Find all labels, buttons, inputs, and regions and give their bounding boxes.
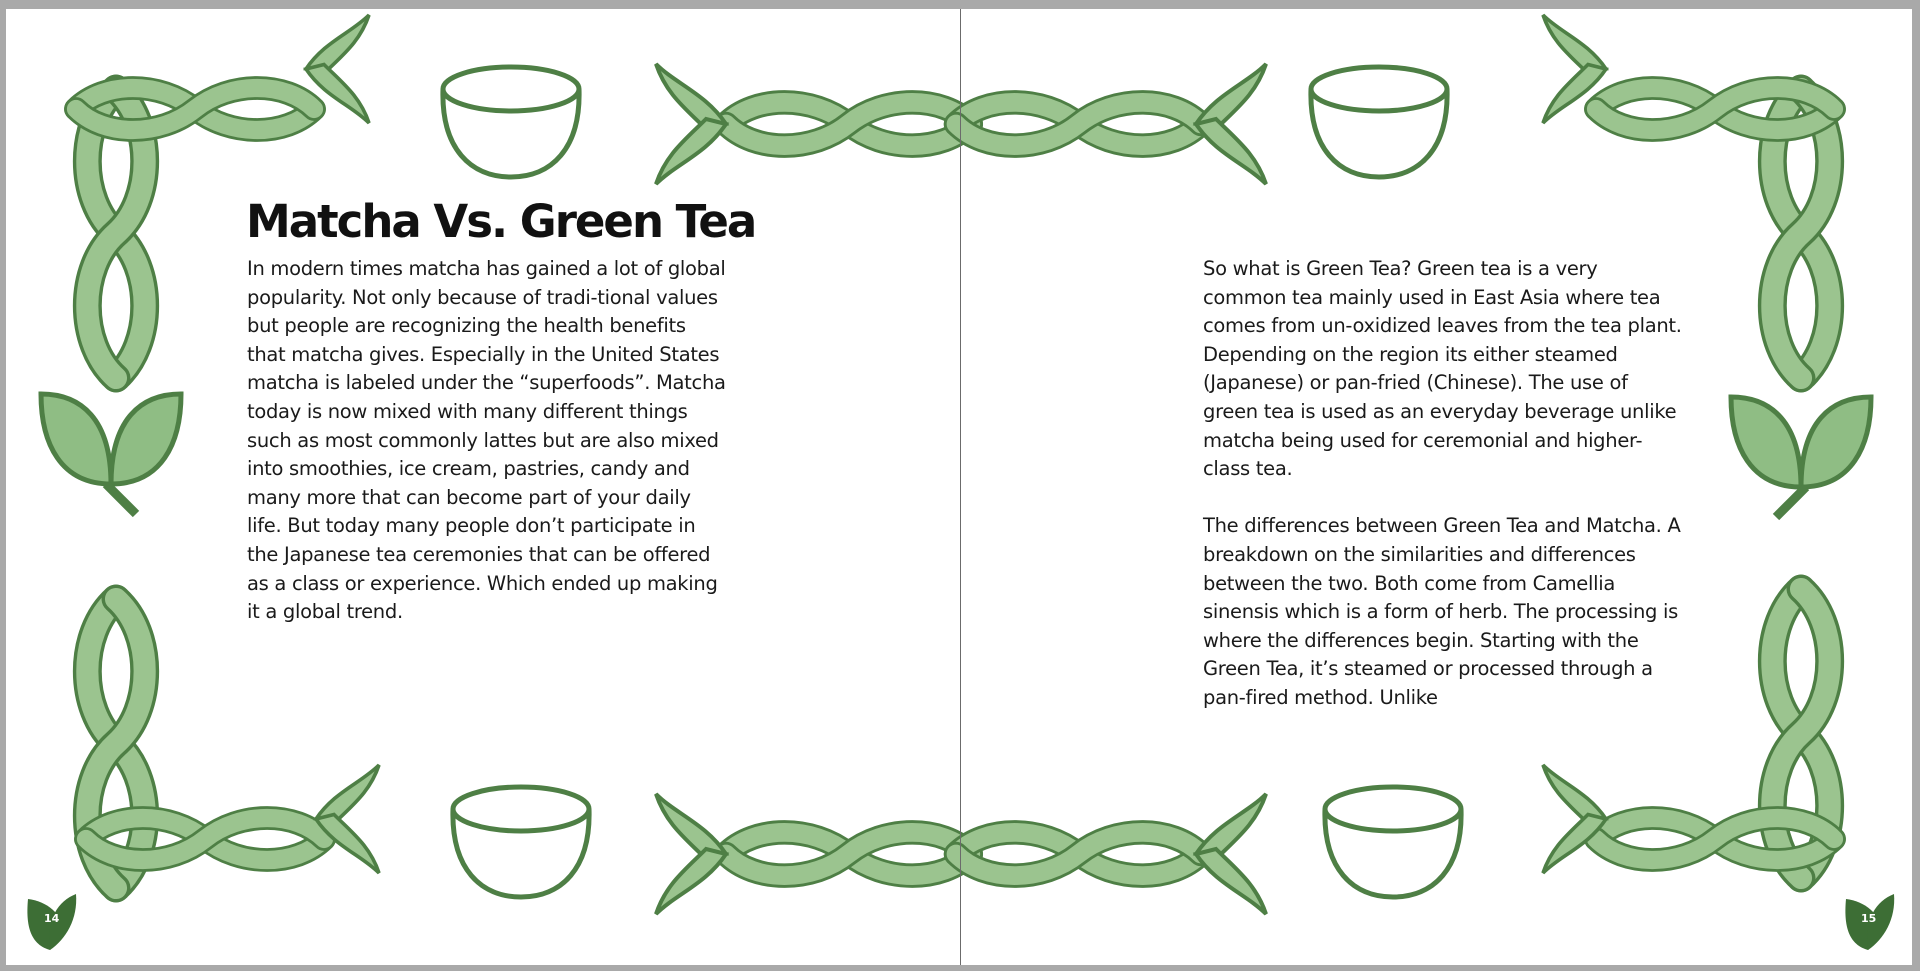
right-body-text [1203, 255, 1683, 713]
book-spread [6, 9, 1912, 965]
right-page [961, 9, 1912, 965]
paragraph: The differences between Green Tea and Matcha. A breakdown on the similarities and differences between the two. Both come from Camellia sinensis which is a form of herb. The processing is where the differences begin. Starting with the Green Tea, it’s steamed or processed through a pan-fired method. Unlike [1203, 514, 1681, 709]
paragraph: In modern times matcha has gained a lot of global popularity. Not only because of tradi-tional values but people are recognizing the health benefits that matcha gives. Especially in the United States matcha is labeled under the “superfoods”. Matcha today is now mixed with many different things such as most commonly lattes but are also mixed into smoothies, ice cream, pastries, candy and many more that can become part of your daily life. But today many people don’t participate in the Japanese tea ceremonies that can be offered as a class or experience. Which ended up making it a global trend. [247, 257, 726, 624]
left-body-text [247, 255, 727, 627]
paragraph: So what is Green Tea? Green tea is a very common tea mainly used in East Asia where tea comes from un-oxidized leaves from the tea plant. Depending on the region its either steamed (Japanese) or pan-fried (Chinese). The use of green tea is used as an everyday beverage unlike matcha being used for ceremonial and higher-class tea. [1203, 257, 1682, 481]
page-number: 15 [1861, 912, 1877, 925]
left-page [6, 9, 960, 965]
page-number: 14 [44, 912, 60, 925]
page-title: Matcha Vs. Green Tea [246, 195, 756, 248]
